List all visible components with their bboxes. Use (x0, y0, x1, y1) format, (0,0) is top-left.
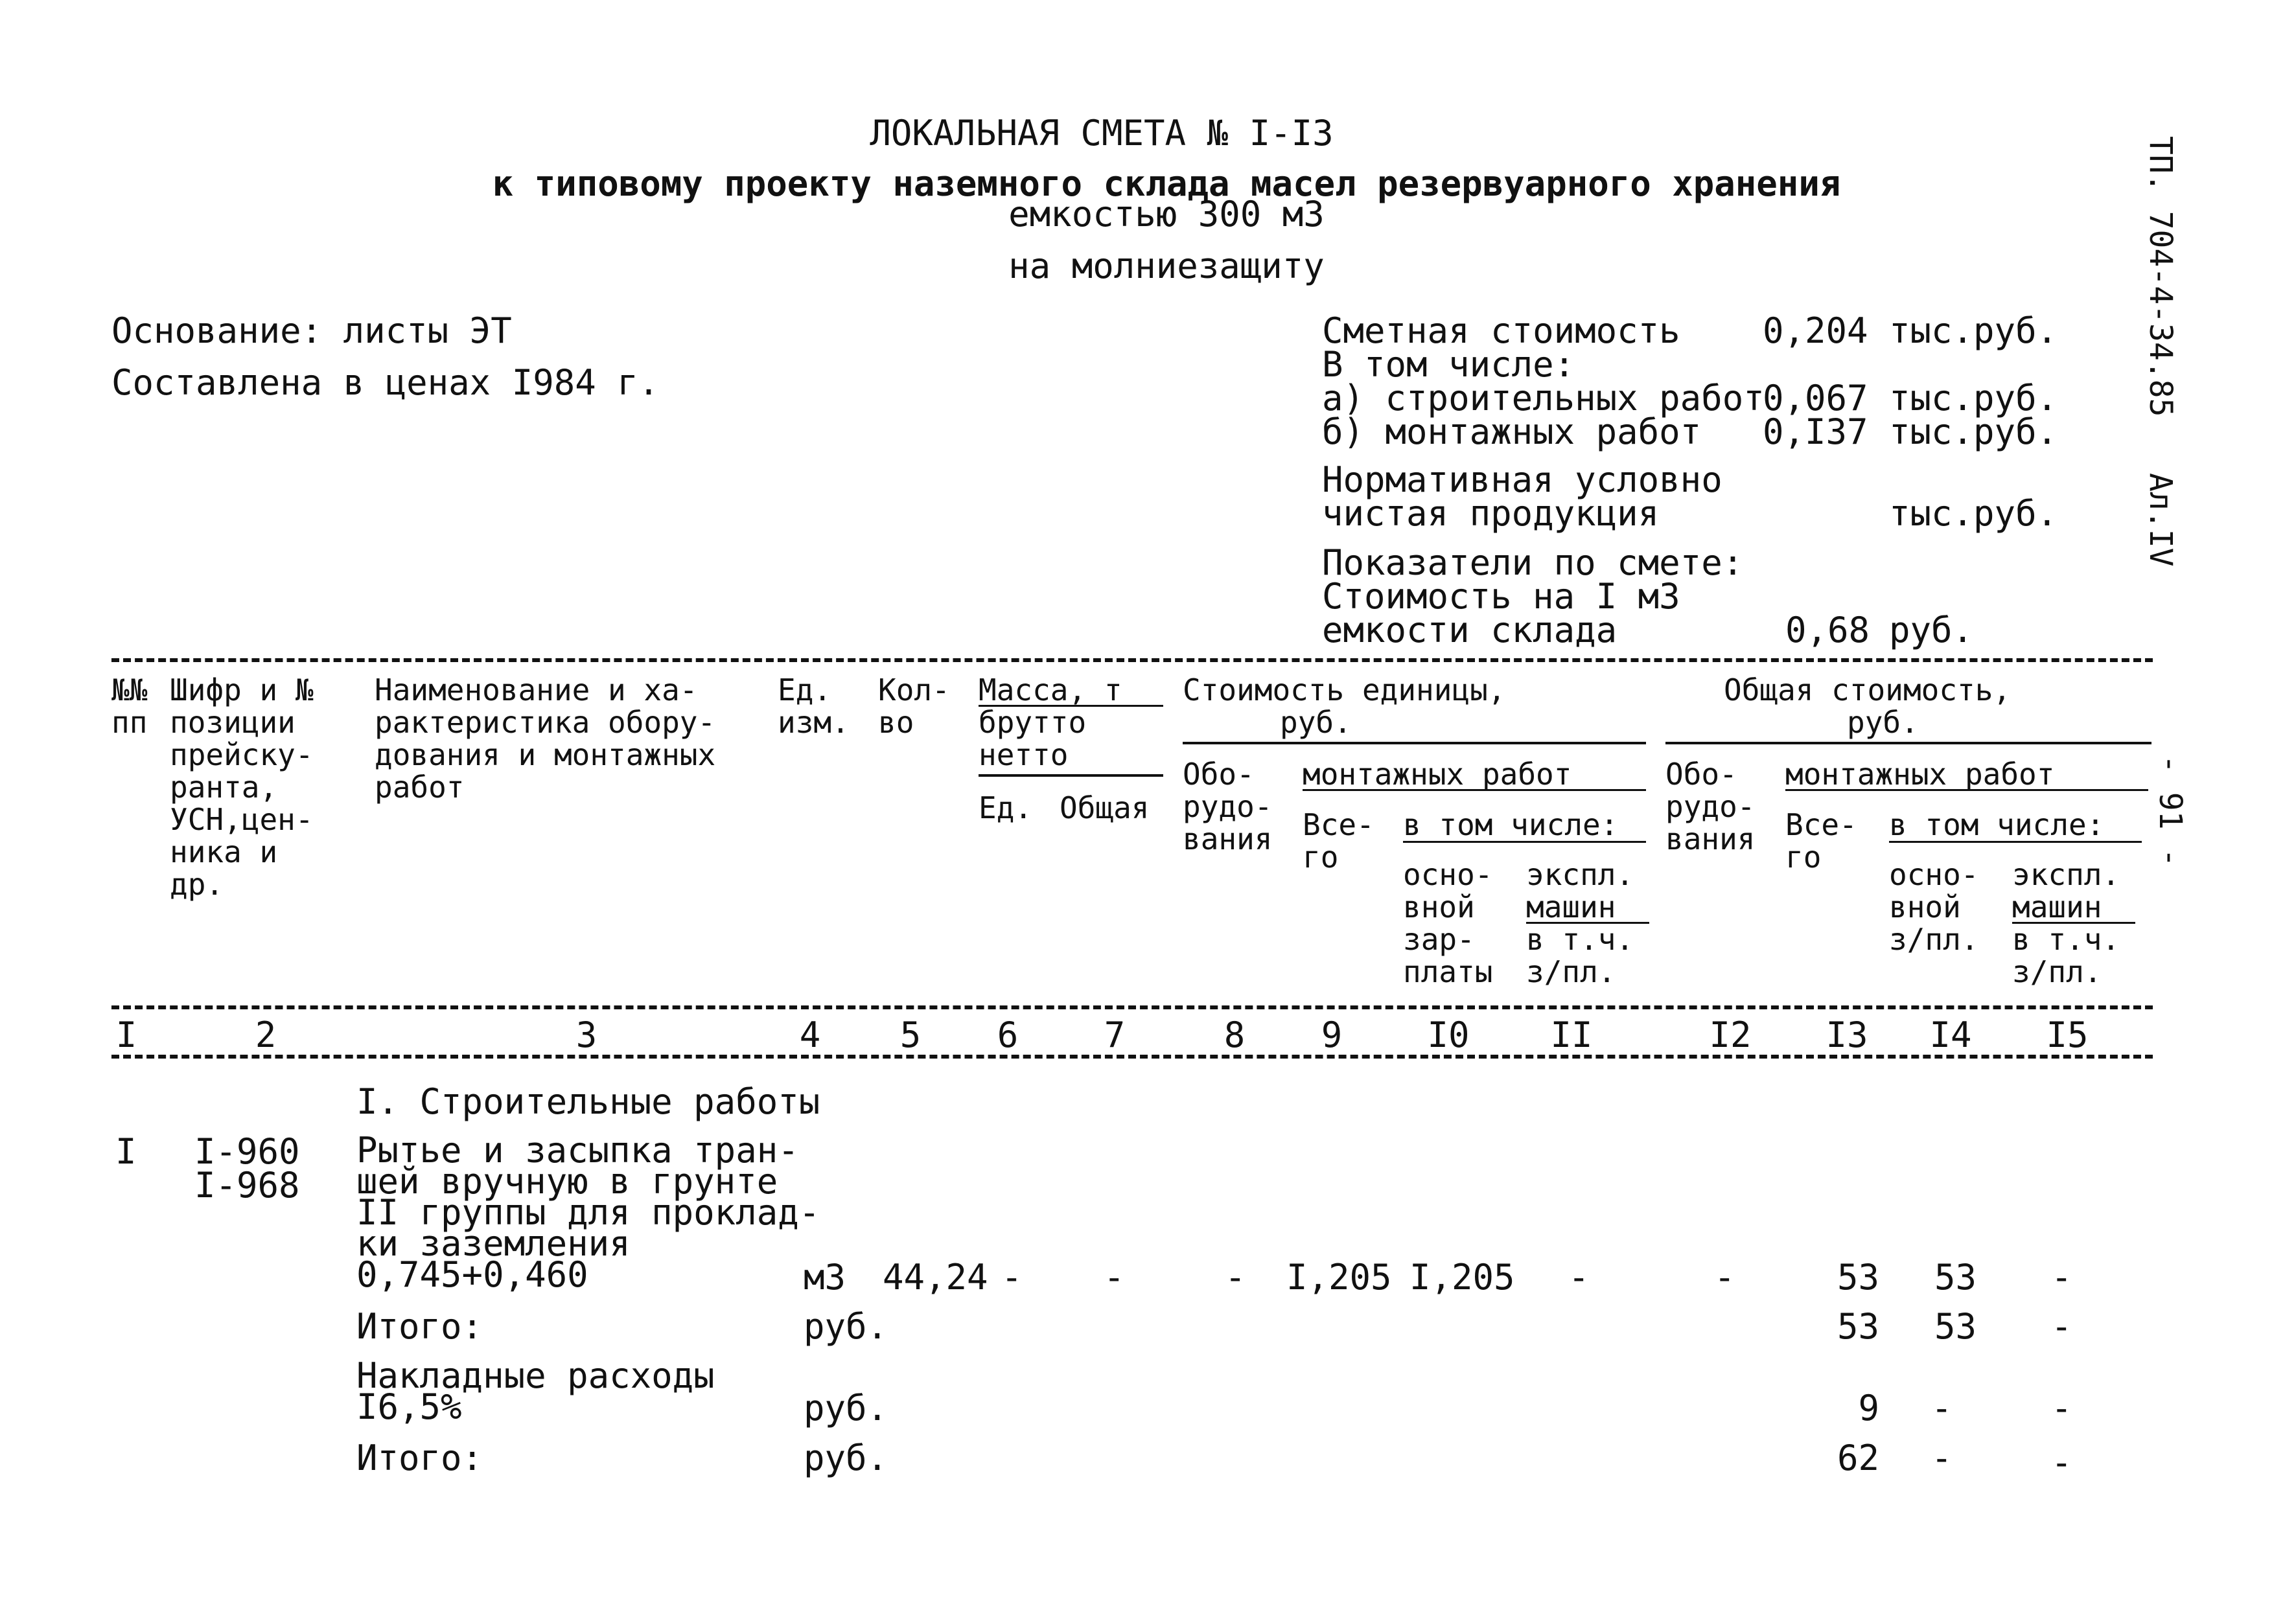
row-code: I-960 I-968 (194, 1131, 300, 1206)
row-total-vsego: 53 (1837, 1306, 1879, 1347)
row-unit: руб. (804, 1388, 888, 1428)
header-total-osn: осно- вной з/пл. (1889, 857, 1979, 957)
header-unit-mont: монтажных работ (1303, 757, 1572, 792)
summary-incl: В том числе: (1322, 344, 1575, 385)
row-total-osn: - (1931, 1388, 1953, 1428)
summary-norm-line2: чистая продукция (1322, 493, 1660, 534)
header-unit-vsego: Все- го (1303, 807, 1374, 875)
header-mass-total: Общая (1060, 790, 1150, 825)
project-code: ТП. 704-4-34.85 (2142, 136, 2179, 417)
row-mass-unit: - (1001, 1257, 1023, 1298)
summary-b-label: б) монтажных работ (1322, 411, 1702, 452)
row-name: Итого: (356, 1438, 483, 1478)
summary-b-unit: тыс.руб. (1889, 411, 2058, 452)
col-number: II (1550, 1015, 1593, 1055)
basis-line1: Основание: листы ЭТ (111, 310, 512, 351)
mass-netto-rule (979, 774, 1163, 777)
row-total-vsego: 9 (1858, 1388, 1879, 1428)
summary-ind-unit: руб. (1889, 610, 1974, 650)
summary-a-value: 0,067 (1763, 378, 1868, 419)
header-total-machines-ul: машин (2012, 889, 2102, 924)
header-mass-netto: нетто (979, 737, 1069, 772)
row-unit-equip: - (1225, 1257, 1246, 1298)
header-mass-title: Масса, т (979, 672, 1122, 707)
row-unit-osn: I,205 (1409, 1257, 1515, 1298)
header-col-unit: Ед. изм. (778, 672, 850, 740)
row-unit-vsego: I,205 (1286, 1257, 1392, 1298)
row-unit: руб. (804, 1438, 888, 1478)
basis-line2: Составлена в ценах I984 г. (111, 362, 660, 403)
header-mass-brutto: брутто (979, 705, 1087, 740)
col-number: 7 (1104, 1015, 1126, 1055)
summary-ind-line1: Показатели по смете: (1322, 542, 1744, 583)
album-number: Ал.IV (2142, 473, 2179, 567)
row-qty: 44,24 (883, 1257, 988, 1298)
summary-cost-unit: тыс.руб. (1889, 310, 2058, 351)
header-mass-unit: Ед. (979, 790, 1033, 825)
section-title: I. Строительные работы (356, 1081, 820, 1122)
unit-incl-underline (1403, 841, 1646, 843)
header-bottom-rule (111, 1005, 2153, 1009)
title-line3: емкостью 300 м3 (1008, 194, 1325, 235)
header-total-vsego: Все- го (1785, 807, 1857, 875)
total-cost-rule (1665, 742, 2151, 744)
summary-b-value: 0,I37 (1763, 411, 1868, 452)
col-number: 8 (1223, 1015, 1246, 1055)
row-name: Накладные расходы I6,5% (356, 1355, 715, 1427)
summary-a-unit: тыс.руб. (1889, 378, 2058, 419)
total-incl-underline (1889, 841, 2142, 843)
page-number: - 91 - (2152, 755, 2188, 867)
header-unit-machines-ul: машин (1526, 889, 1616, 924)
title-line1: ЛОКАЛЬНАЯ СМЕТА № I-I3 (870, 113, 1334, 154)
col-number: 3 (575, 1015, 597, 1055)
col-number: 6 (997, 1015, 1019, 1055)
header-total-cost-title: Общая стоимость, (1724, 672, 2012, 707)
col-number: I2 (1709, 1015, 1752, 1055)
total-mont-underline (1785, 789, 2148, 791)
unit-mont-underline (1303, 789, 1646, 791)
header-unit-osn-wage: осно- вной зар- платы (1403, 857, 1493, 989)
header-col-name: Наименование и ха- рактеристика обору- дования и монтажных работ (375, 672, 716, 805)
row-mass-total: - (1104, 1257, 1125, 1298)
row-total-machines: - (2051, 1257, 2072, 1298)
row-total-vsego: 53 (1837, 1257, 1879, 1298)
summary-ind-line3: емкости склада (1322, 610, 1618, 650)
summary-ind-line2: Стоимость на I м3 (1322, 576, 1680, 617)
row-total-osn: 53 (1934, 1306, 1977, 1347)
header-unit-cost-title: Стоимость единицы, (1183, 672, 1506, 707)
col-number: I0 (1427, 1015, 1470, 1055)
row-total-machines: - (2051, 1306, 2072, 1347)
summary-norm-line1: Нормативная условно (1322, 459, 1722, 500)
col-number: 2 (255, 1015, 277, 1055)
header-unit-incl: в том числе: (1403, 807, 1619, 842)
row-unit-machines: - (1568, 1257, 1590, 1298)
summary-cost-label: Сметная стоимость (1322, 310, 1680, 351)
row-unit: м3 (804, 1257, 846, 1298)
title-line4: на молниезащиту (1008, 246, 1325, 286)
header-unit-cost-rub: руб. (1280, 705, 1352, 740)
col-number: I (115, 1015, 137, 1055)
col-number: 9 (1321, 1015, 1343, 1055)
header-unit-equip: Обо- рудо- вания (1183, 757, 1273, 856)
row-total-equip: - (1714, 1257, 1735, 1298)
summary-a-label: а) строительных работ (1322, 378, 1765, 419)
col-number: I5 (2046, 1015, 2089, 1055)
summary-cost-value: 0,204 (1763, 310, 1868, 351)
row-total-vsego: 62 (1837, 1438, 1879, 1478)
row-total-machines: - (2051, 1442, 2072, 1483)
col-number: 4 (799, 1015, 821, 1055)
col-number: 5 (899, 1015, 922, 1055)
row-name: Рытье и засыпка тран- шей вручную в грунте II группы для проклад- ки заземления 0,745+0,460 (356, 1130, 820, 1295)
header-col-qty: Кол- во (878, 672, 950, 740)
summary-ind-value: 0,68 (1785, 610, 1870, 650)
row-num: I (115, 1131, 137, 1172)
header-top-rule (111, 658, 2153, 662)
header-col-code: Шифр и № позиции прейску- ранта, УСН,цен- ника и др. (170, 672, 314, 902)
row-name: Итого: (356, 1306, 483, 1347)
header-total-machines-wage: в т.ч. з/пл. (2012, 922, 2120, 989)
header-total-mont: монтажных работ (1785, 757, 2055, 792)
row-total-machines: - (2051, 1388, 2072, 1428)
header-unit-machines-wage: в т.ч. з/пл. (1526, 922, 1634, 989)
row-total-osn: - (1931, 1438, 1953, 1478)
col-number-rule (111, 1055, 2153, 1059)
title-line2: к типовому проекту наземного склада масел резервуарного хранения (492, 163, 1841, 204)
header-col-num: №№ пп (111, 672, 148, 740)
header-total-equip: Обо- рудо- вания (1665, 757, 1756, 856)
row-unit: руб. (804, 1306, 888, 1347)
row-total-osn: 53 (1934, 1257, 1977, 1298)
summary-norm-unit: тыс.руб. (1889, 493, 2058, 534)
header-total-incl: в том числе: (1889, 807, 2105, 842)
col-number: I3 (1826, 1015, 1868, 1055)
col-number: I4 (1929, 1015, 1972, 1055)
unit-cost-rule (1183, 742, 1646, 744)
header-total-cost-rub: руб. (1847, 705, 1919, 740)
header-unit-machines: экспл. (1526, 857, 1634, 892)
header-total-machines: экспл. (2012, 857, 2120, 892)
